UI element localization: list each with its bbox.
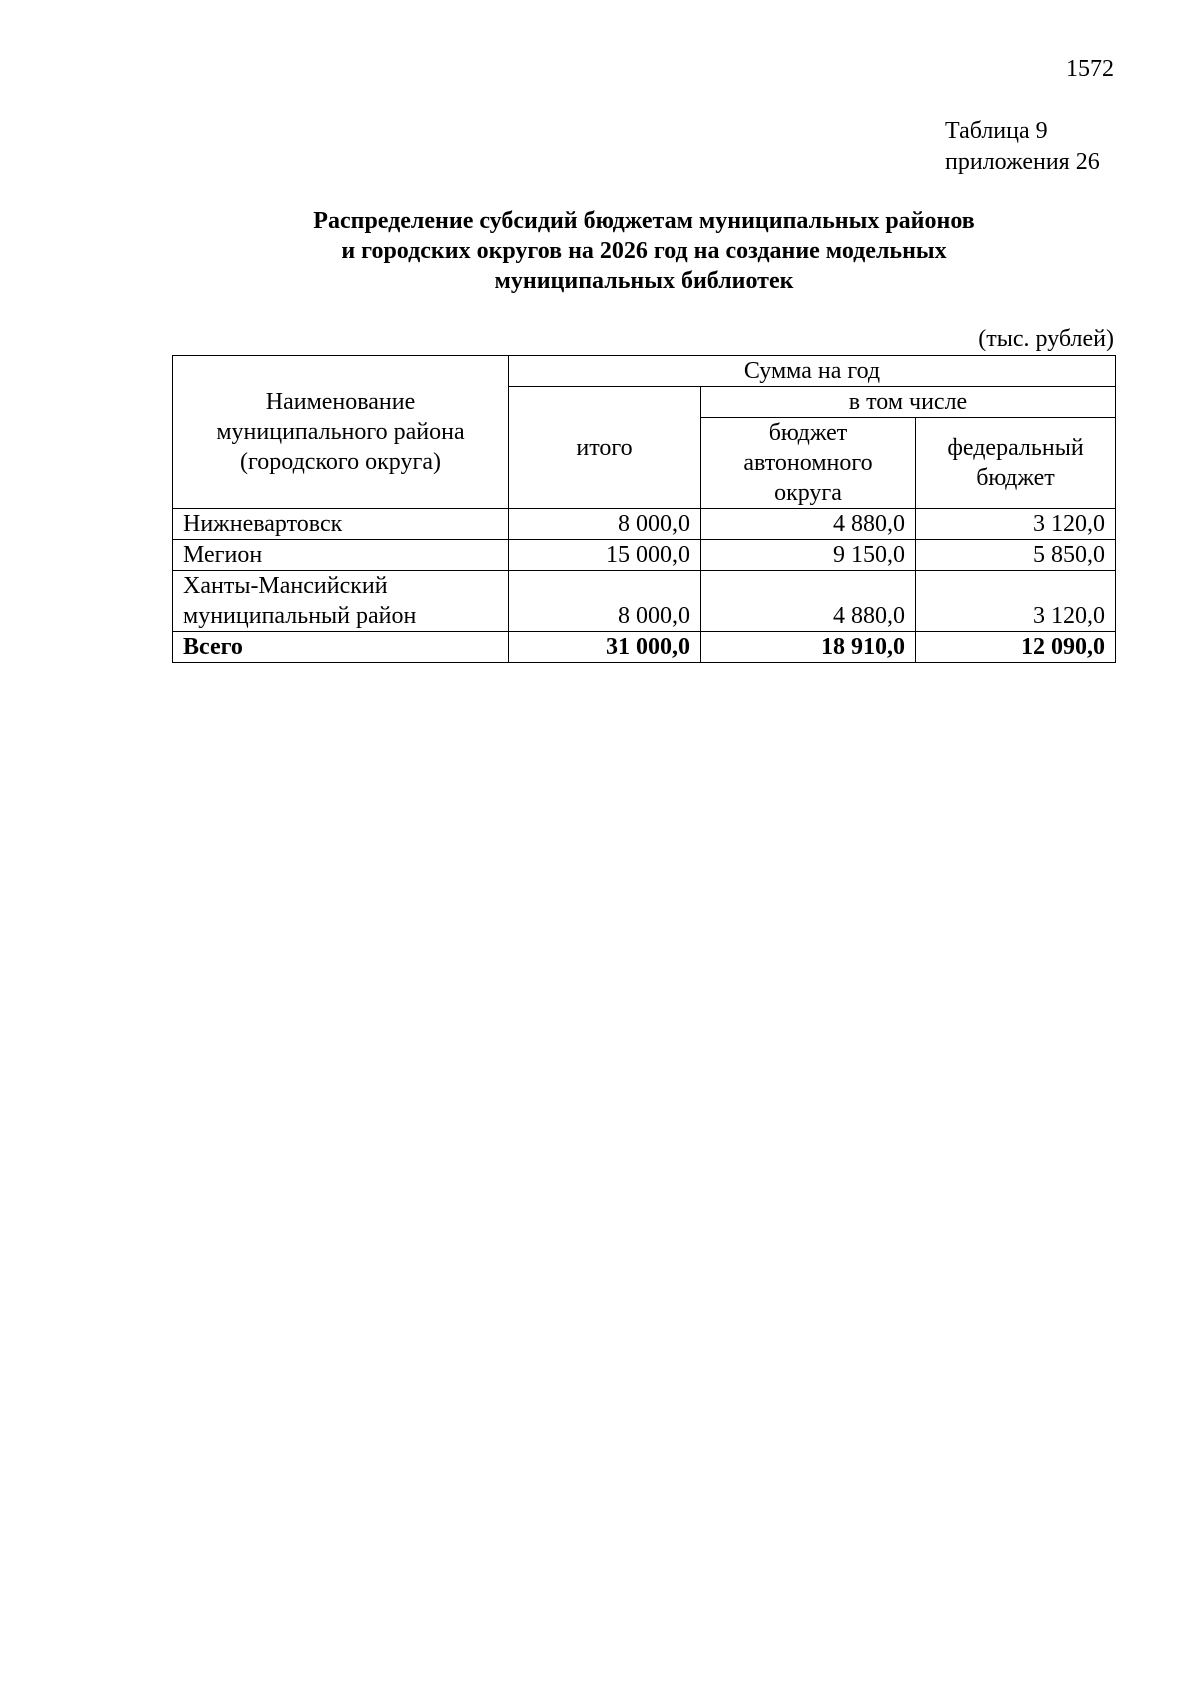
total-row-federal: 12 090,0 [916, 632, 1116, 663]
header-name-line: муниципального района [216, 419, 465, 445]
row-total: 8 000,0 [509, 509, 701, 540]
total-row-total: 31 000,0 [509, 632, 701, 663]
row-federal: 5 850,0 [916, 540, 1116, 571]
units-note: (тыс. рублей) [978, 326, 1114, 352]
header-federal-line: федеральный [947, 435, 1084, 461]
table-row [173, 571, 1116, 632]
page-number: 1572 [1066, 56, 1114, 82]
subsidy-table [172, 355, 1116, 663]
header-name-line: (городского округа) [240, 449, 441, 475]
document-title [170, 206, 1118, 296]
row-total: 15 000,0 [509, 540, 701, 571]
row-total: 8 000,0 [509, 571, 701, 632]
document-title-line-3: муниципальных библиотек [494, 268, 794, 294]
row-name-line: Ханты-Мансийский [183, 573, 388, 599]
row-name: Мегион [173, 540, 509, 571]
table-reference-number: Таблица 9 [945, 118, 1048, 144]
document-title-line-1: Распределение субсидий бюджетам муниципальных районов [313, 208, 975, 234]
table-row [173, 509, 1116, 540]
row-name-line: муниципальный район [183, 603, 417, 629]
header-regional-line: бюджет [768, 420, 848, 446]
total-row [173, 632, 1116, 663]
table-row [173, 540, 1116, 571]
table-reference-appendix: приложения 26 [945, 149, 1100, 175]
header-sum-group: Сумма на год [509, 356, 1116, 387]
row-federal: 3 120,0 [916, 571, 1116, 632]
header-federal-column [916, 418, 1116, 509]
row-regional: 4 880,0 [701, 571, 916, 632]
header-federal-line: бюджет [976, 465, 1055, 491]
header-row-1 [173, 356, 1116, 387]
table-reference [945, 116, 1100, 178]
row-name: Нижневартовск [173, 509, 509, 540]
row-regional: 9 150,0 [701, 540, 916, 571]
row-regional: 4 880,0 [701, 509, 916, 540]
header-name-line: Наименование [265, 389, 416, 415]
document-title-line-2: и городских округов на 2026 год на создание модельных [341, 238, 947, 264]
row-name [173, 571, 509, 632]
header-name-column [173, 356, 509, 509]
header-regional-line: автономного [743, 450, 873, 476]
total-row-regional: 18 910,0 [701, 632, 916, 663]
header-regional-column [701, 418, 916, 509]
header-including: в том числе [701, 387, 1116, 418]
row-federal: 3 120,0 [916, 509, 1116, 540]
total-row-name: Всего [173, 632, 509, 663]
header-regional-line: округа [774, 480, 842, 506]
header-total-column: итого [509, 387, 701, 509]
